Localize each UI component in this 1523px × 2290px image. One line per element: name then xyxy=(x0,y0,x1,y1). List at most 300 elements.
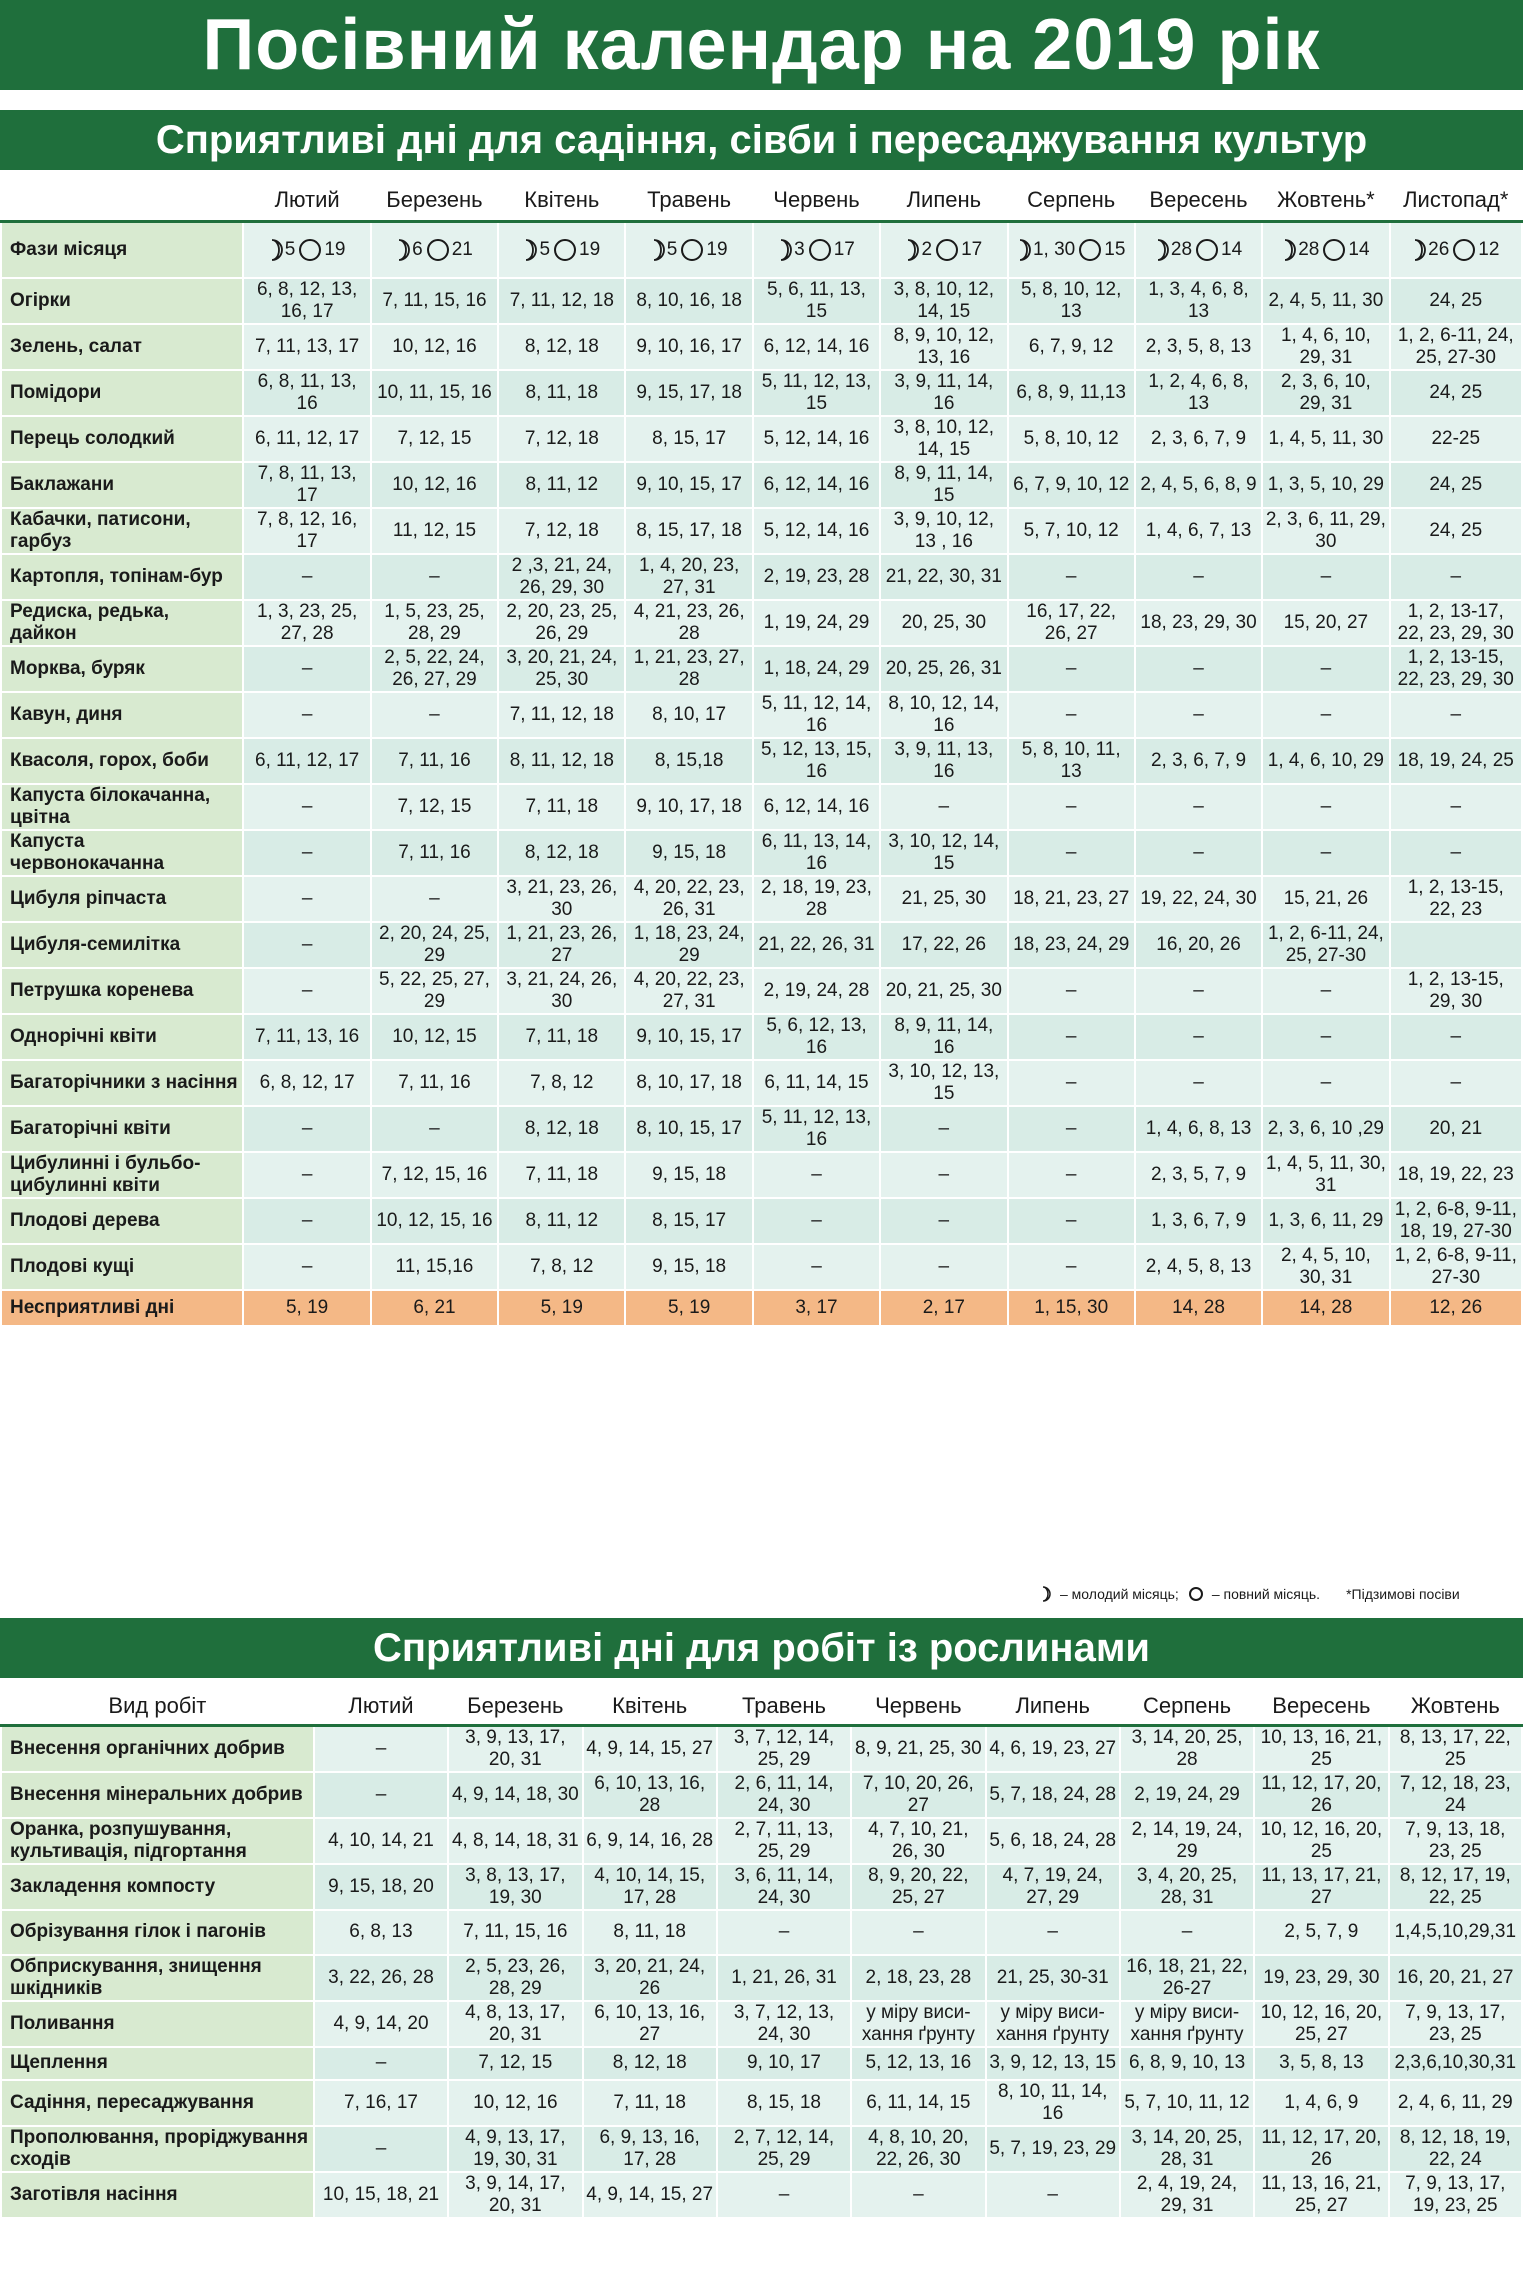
table-cell: 4, 10, 14, 21 xyxy=(314,1818,448,1864)
month-header: Червень xyxy=(851,1687,985,1725)
table-cell: 18, 23, 24, 29 xyxy=(1008,922,1135,968)
table-cell: 21, 25, 30-31 xyxy=(986,1955,1120,2001)
table-cell: 18, 23, 29, 30 xyxy=(1135,600,1262,646)
table-cell: 6, 8, 11, 13, 16 xyxy=(243,370,370,416)
table-cell: 8, 11, 18 xyxy=(583,1910,717,1955)
table-cell: 7, 11, 18 xyxy=(498,1152,625,1198)
table-row xyxy=(1,876,1522,922)
table-cell: 5, 7, 18, 24, 28 xyxy=(986,1772,1120,1818)
row-label: Обприскування, знищення шкідників xyxy=(1,1955,314,2001)
table-cell: 7, 10, 20, 26, 27 xyxy=(851,1772,985,1818)
table-cell: 5, 11, 12, 14, 16 xyxy=(753,692,880,738)
table-row xyxy=(1,324,1522,370)
table-cell: 4, 9, 14, 15, 27 xyxy=(583,1725,717,1772)
legend-full-moon: – повний місяць. xyxy=(1211,1586,1321,1602)
table-cell: 5, 7, 10, 11, 12 xyxy=(1120,2080,1254,2126)
table-cell: 6, 12, 14, 16 xyxy=(753,784,880,830)
table-row xyxy=(1,1106,1522,1152)
table-cell: 2, 17 xyxy=(880,1290,1007,1326)
month-header: Серпень xyxy=(1120,1687,1254,1725)
table-cell: 6, 11, 14, 15 xyxy=(753,1060,880,1106)
table-cell: 8, 15,18 xyxy=(625,738,752,784)
table-cell: 3, 9, 11, 14, 16 xyxy=(880,370,1007,416)
month-header: Листопад* xyxy=(1390,179,1522,221)
new-moon-day: 28 xyxy=(1170,238,1193,260)
row-label: Редиска, редька, дайкон xyxy=(1,600,243,646)
table-cell: 3, 21, 24, 26, 30 xyxy=(498,968,625,1014)
table-cell: 10, 12, 15 xyxy=(371,1014,498,1060)
table-cell: 14, 28 xyxy=(1135,1290,1262,1326)
table-cell: 3, 5, 8, 13 xyxy=(1254,2047,1388,2080)
table-cell: 8, 9, 20, 22, 25, 27 xyxy=(851,1864,985,1910)
table-cell: 5, 19 xyxy=(498,1290,625,1326)
table-cell: 1, 21, 23, 27, 28 xyxy=(625,646,752,692)
table-row xyxy=(1,784,1522,830)
legend xyxy=(1040,1586,1520,1602)
table-row xyxy=(1,2080,1522,2126)
table-cell: 10, 12, 16 xyxy=(371,462,498,508)
row-label: Внесення органічних добрив xyxy=(1,1725,314,1772)
moon-phase-cell xyxy=(625,221,752,278)
table-cell: – xyxy=(1008,1152,1135,1198)
table-cell: 2, 4, 6, 11, 29 xyxy=(1389,2080,1522,2126)
table-cell: – xyxy=(880,1198,1007,1244)
table-cell: 8, 15, 18 xyxy=(717,2080,851,2126)
table-cell: – xyxy=(851,1910,985,1955)
table-row xyxy=(1,1772,1522,1818)
row-label: Морква, буряк xyxy=(1,646,243,692)
table-cell: 8, 12, 18 xyxy=(498,830,625,876)
table-cell: 6, 7, 9, 10, 12 xyxy=(1008,462,1135,508)
table-cell: 7, 9, 13, 18, 23, 25 xyxy=(1389,1818,1522,1864)
row-label: Перець солодкий xyxy=(1,416,243,462)
plant-work-table xyxy=(0,1686,1523,2219)
table-cell: 2, 3, 5, 7, 9 xyxy=(1135,1152,1262,1198)
section-1-title-bar xyxy=(0,110,1523,170)
table-cell: – xyxy=(1262,554,1389,600)
table-cell: 15, 20, 27 xyxy=(1262,600,1389,646)
table-cell: 5, 19 xyxy=(625,1290,752,1326)
table-cell: 7, 8, 12 xyxy=(498,1060,625,1106)
table-cell: 6, 8, 12, 13, 16, 17 xyxy=(243,278,370,324)
new-moon-day: 2 xyxy=(921,238,933,260)
table-cell: 6, 8, 9, 10, 13 xyxy=(1120,2047,1254,2080)
row-label: Плодові дерева xyxy=(1,1198,243,1244)
table-cell: – xyxy=(243,876,370,922)
table-cell: 6, 12, 14, 16 xyxy=(753,324,880,370)
table-cell: – xyxy=(986,1910,1120,1955)
table-cell: 2, 3, 6, 10, 29, 31 xyxy=(1262,370,1389,416)
row-label: Обрізування гілок і пагонів xyxy=(1,1910,314,1955)
table-cell: 2, 5, 7, 9 xyxy=(1254,1910,1388,1955)
table-cell: – xyxy=(1008,830,1135,876)
table-cell: – xyxy=(1008,784,1135,830)
table-row xyxy=(1,830,1522,876)
month-header: Липень xyxy=(986,1687,1120,1725)
moon-phase-cell xyxy=(1135,221,1262,278)
table-cell: 6, 9, 14, 16, 28 xyxy=(583,1818,717,1864)
new-moon-icon xyxy=(1412,239,1428,261)
row-label: Цибуля ріпчаста xyxy=(1,876,243,922)
table-cell: – xyxy=(1135,830,1262,876)
table-cell: 3, 10, 12, 14, 15 xyxy=(880,830,1007,876)
row-label: Огірки xyxy=(1,278,243,324)
table-cell: 8, 11, 12 xyxy=(498,1198,625,1244)
table-cell: 2, 4, 5, 10, 30, 31 xyxy=(1262,1244,1389,1290)
table-cell: 19, 22, 24, 30 xyxy=(1135,876,1262,922)
table-cell: у міру виси-хання ґрунту xyxy=(986,2001,1120,2047)
table-cell: – xyxy=(1135,968,1262,1014)
table-cell: – xyxy=(1008,1244,1135,1290)
table-cell: 1, 2, 13-15, 22, 23 xyxy=(1390,876,1522,922)
table-cell: 6, 8, 12, 17 xyxy=(243,1060,370,1106)
table-cell: 3, 9, 14, 17, 20, 31 xyxy=(448,2172,582,2218)
table-cell: 5, 6, 12, 13, 16 xyxy=(753,1014,880,1060)
full-moon-icon xyxy=(1323,239,1345,261)
table-row xyxy=(1,1060,1522,1106)
table-cell: 10, 12, 15, 16 xyxy=(371,1198,498,1244)
full-moon-day: 15 xyxy=(1104,238,1126,260)
table-cell: 8, 12, 18 xyxy=(498,1106,625,1152)
table-cell: 5, 22, 25, 27, 29 xyxy=(371,968,498,1014)
legend-new-moon: – молодий місяць; xyxy=(1060,1586,1179,1602)
table-cell: 2, 19, 24, 29 xyxy=(1120,1772,1254,1818)
table-cell: 6, 9, 13, 16, 17, 28 xyxy=(583,2126,717,2172)
table-cell: 8, 12, 18, 19, 22, 24 xyxy=(1389,2126,1522,2172)
moon-phases-row xyxy=(1,221,1522,278)
row-label: Квасоля, горох, боби xyxy=(1,738,243,784)
table-cell: 9, 15, 18 xyxy=(625,830,752,876)
full-moon-icon xyxy=(427,239,449,261)
table-cell: – xyxy=(717,2172,851,2218)
moon-phase-cell xyxy=(243,221,370,278)
footnote: *Підзимові посіви xyxy=(1346,1586,1460,1602)
month-header: Квітень xyxy=(583,1687,717,1725)
table-cell: 11, 12, 17, 20, 26 xyxy=(1254,1772,1388,1818)
table-cell: 1, 4, 6, 10, 29 xyxy=(1262,738,1389,784)
table-cell: 2, 3, 6, 7, 9 xyxy=(1135,738,1262,784)
table-cell: – xyxy=(1135,1014,1262,1060)
table-cell: 4, 21, 23, 26, 28 xyxy=(625,600,752,646)
table-cell: 2, 20, 24, 25, 29 xyxy=(371,922,498,968)
table-cell: 3, 4, 20, 25, 28, 31 xyxy=(1120,1864,1254,1910)
table-cell: 1, 19, 24, 29 xyxy=(753,600,880,646)
table-cell: – xyxy=(243,1106,370,1152)
table-cell: 6, 10, 13, 16, 27 xyxy=(583,2001,717,2047)
table-cell: 24, 25 xyxy=(1390,508,1522,554)
table-row xyxy=(1,2047,1522,2080)
table-cell: 7, 11, 16 xyxy=(371,830,498,876)
month-header: Жовтень xyxy=(1389,1687,1522,1725)
table-cell: – xyxy=(314,1772,448,1818)
table-cell: 6, 11, 14, 15 xyxy=(851,2080,985,2126)
section-1-title: Сприятливі дні для садіння, сівби і пересаджування культур xyxy=(155,117,1368,162)
table-cell: 5, 11, 12, 13, 16 xyxy=(753,1106,880,1152)
table-cell: 1, 21, 26, 31 xyxy=(717,1955,851,2001)
full-moon-icon xyxy=(1189,1587,1203,1601)
table-cell: 8, 11, 12 xyxy=(498,462,625,508)
table-row xyxy=(1,1955,1522,2001)
table-cell: 4, 8, 10, 20, 22, 26, 30 xyxy=(851,2126,985,2172)
table-cell: 5, 12, 13, 15, 16 xyxy=(753,738,880,784)
sowing-calendar-table xyxy=(0,178,1523,1327)
table-cell: – xyxy=(1390,830,1522,876)
table-cell: – xyxy=(243,1198,370,1244)
table-cell: – xyxy=(986,2172,1120,2218)
table-cell: 9, 10, 17 xyxy=(717,2047,851,2080)
table-cell: – xyxy=(1390,784,1522,830)
table-cell: 5, 6, 11, 13, 15 xyxy=(753,278,880,324)
table-cell: 4, 9, 14, 15, 27 xyxy=(583,2172,717,2218)
table-cell: 8, 11, 18 xyxy=(498,370,625,416)
table-cell: 2, 4, 19, 24, 29, 31 xyxy=(1120,2172,1254,2218)
table-cell: 1, 2, 13-15, 22, 23, 29, 30 xyxy=(1390,646,1522,692)
table-cell: 24, 25 xyxy=(1390,278,1522,324)
table-cell: 4, 9, 13, 17, 19, 30, 31 xyxy=(448,2126,582,2172)
table-cell: – xyxy=(1135,646,1262,692)
table-cell: 1, 2, 13-15, 29, 30 xyxy=(1390,968,1522,1014)
table-cell: – xyxy=(851,2172,985,2218)
new-moon-day: 5 xyxy=(666,238,678,260)
table-cell: – xyxy=(1390,692,1522,738)
row-label: Капуста білокачанна, цвітна xyxy=(1,784,243,830)
row-label: Фази місяця xyxy=(1,221,243,278)
full-moon-day: 19 xyxy=(324,238,346,260)
table-cell: 7, 12, 15 xyxy=(371,416,498,462)
row-label: Оранка, розпушування, культивація, підгортання xyxy=(1,1818,314,1864)
table-cell: 18, 19, 22, 23 xyxy=(1390,1152,1522,1198)
table-cell: 8, 10, 17, 18 xyxy=(625,1060,752,1106)
table-cell: 7, 11, 16 xyxy=(371,738,498,784)
table-cell: 11, 13, 17, 21, 27 xyxy=(1254,1864,1388,1910)
row-label: Цибулинні і бульбо-цибулинні квіти xyxy=(1,1152,243,1198)
table-cell: – xyxy=(1390,1014,1522,1060)
table-cell: 4, 8, 14, 18, 31 xyxy=(448,1818,582,1864)
table-cell: 10, 13, 16, 21, 25 xyxy=(1254,1725,1388,1772)
new-moon-day: 3 xyxy=(794,238,805,260)
table-cell: 8, 10, 16, 18 xyxy=(625,278,752,324)
table-cell: 2, 7, 11, 13, 25, 29 xyxy=(717,1818,851,1864)
table-cell: 8, 13, 17, 22, 25 xyxy=(1389,1725,1522,1772)
table-cell: – xyxy=(1262,784,1389,830)
table-cell: 7, 11, 13, 17 xyxy=(243,324,370,370)
table-cell: 10, 12, 16 xyxy=(371,324,498,370)
table-cell: 12, 26 xyxy=(1390,1290,1522,1326)
table-cell: 9, 10, 16, 17 xyxy=(625,324,752,370)
table-row xyxy=(1,1818,1522,1864)
moon-phase-cell xyxy=(1008,221,1135,278)
table-cell: – xyxy=(371,876,498,922)
month-header: Березень xyxy=(448,1687,582,1725)
table-cell: 6, 7, 9, 12 xyxy=(1008,324,1135,370)
month-header: Квітень xyxy=(498,179,625,221)
table-cell: 7, 12, 18 xyxy=(498,416,625,462)
row-label: Садіння, пересаджування xyxy=(1,2080,314,2126)
table-cell: 3, 9, 10, 12, 13 , 16 xyxy=(880,508,1007,554)
table-cell: – xyxy=(243,646,370,692)
table-cell: 3, 7, 12, 13, 24, 30 xyxy=(717,2001,851,2047)
table-cell: 8, 10, 17 xyxy=(625,692,752,738)
table-cell: 2, 3, 6, 11, 29, 30 xyxy=(1262,508,1389,554)
table-cell: 1, 4, 5, 11, 30, 31 xyxy=(1262,1152,1389,1198)
row-label: Багаторічні квіти xyxy=(1,1106,243,1152)
table-row xyxy=(1,1198,1522,1244)
table-row xyxy=(1,416,1522,462)
table-cell: 2, 4, 5, 8, 13 xyxy=(1135,1244,1262,1290)
table-cell: 2, 6, 11, 14, 24, 30 xyxy=(717,1772,851,1818)
table-cell: – xyxy=(1135,1060,1262,1106)
row-label: Зелень, салат xyxy=(1,324,243,370)
table-cell: 20, 25, 26, 31 xyxy=(880,646,1007,692)
row-label: Петрушка коренева xyxy=(1,968,243,1014)
table-cell: – xyxy=(243,692,370,738)
table-cell: 7, 11, 18 xyxy=(583,2080,717,2126)
table-cell: 24, 25 xyxy=(1390,462,1522,508)
month-header: Вересень xyxy=(1135,179,1262,221)
table-cell: 4, 20, 22, 23, 26, 31 xyxy=(625,876,752,922)
table-cell: 3, 9, 13, 17, 20, 31 xyxy=(448,1725,582,1772)
table-row xyxy=(1,1910,1522,1955)
table-cell: 1, 4, 6, 7, 13 xyxy=(1135,508,1262,554)
table-cell: 9, 15, 18, 20 xyxy=(314,1864,448,1910)
table-cell: 6, 11, 13, 14, 16 xyxy=(753,830,880,876)
table-cell: 11, 15,16 xyxy=(371,1244,498,1290)
table-cell: 7, 16, 17 xyxy=(314,2080,448,2126)
table-cell: – xyxy=(1262,1014,1389,1060)
table-cell: 7, 11, 15, 16 xyxy=(371,278,498,324)
table-cell: 3, 9, 12, 13, 15 xyxy=(986,2047,1120,2080)
full-moon-day: 17 xyxy=(833,238,855,260)
table-cell: 1, 2, 6-11, 24, 25, 27-30 xyxy=(1390,324,1522,370)
month-header: Травень xyxy=(625,179,752,221)
table-cell: 8, 12, 18 xyxy=(498,324,625,370)
table-cell: 7, 12, 18, 23, 24 xyxy=(1389,1772,1522,1818)
table-cell: – xyxy=(1262,968,1389,1014)
table-cell: 2, 19, 24, 28 xyxy=(753,968,880,1014)
table-cell: 1, 2, 4, 6, 8, 13 xyxy=(1135,370,1262,416)
table-cell: 9, 10, 15, 17 xyxy=(625,462,752,508)
table-cell: 7, 12, 15 xyxy=(371,784,498,830)
table-cell: 4, 7, 10, 21, 26, 30 xyxy=(851,1818,985,1864)
full-moon-icon xyxy=(1453,239,1475,261)
table-cell: 7, 12, 15 xyxy=(448,2047,582,2080)
table-cell: – xyxy=(243,1152,370,1198)
header-corner xyxy=(1,179,243,221)
table-cell: 24, 25 xyxy=(1390,370,1522,416)
table-cell: 7, 9, 13, 17, 23, 25 xyxy=(1389,2001,1522,2047)
table-cell: – xyxy=(753,1152,880,1198)
table-cell: 4, 8, 13, 17, 20, 31 xyxy=(448,2001,582,2047)
table-cell: 4, 9, 14, 18, 30 xyxy=(448,1772,582,1818)
table-cell: 7, 11, 13, 16 xyxy=(243,1014,370,1060)
table-cell: – xyxy=(314,1725,448,1772)
table-cell: – xyxy=(1262,646,1389,692)
table-cell: 3, 22, 26, 28 xyxy=(314,1955,448,2001)
table-row xyxy=(1,1725,1522,1772)
table-cell: 16, 20, 21, 27 xyxy=(1389,1955,1522,2001)
table-cell: 16, 20, 26 xyxy=(1135,922,1262,968)
new-moon-icon xyxy=(523,239,539,261)
table-cell: 2, 19, 23, 28 xyxy=(753,554,880,600)
full-moon-icon xyxy=(1079,239,1101,261)
table-cell: 7, 8, 12 xyxy=(498,1244,625,1290)
row-label: Помідори xyxy=(1,370,243,416)
table-cell: 3, 8, 10, 12, 14, 15 xyxy=(880,278,1007,324)
table-row xyxy=(1,1864,1522,1910)
table-cell: 8, 10, 12, 14, 16 xyxy=(880,692,1007,738)
table-cell: 20, 25, 30 xyxy=(880,600,1007,646)
table-cell: 2, 20, 23, 25, 26, 29 xyxy=(498,600,625,646)
table-cell: 5, 19 xyxy=(243,1290,370,1326)
table-cell: 6, 11, 12, 17 xyxy=(243,416,370,462)
table-cell: 1, 5, 23, 25, 28, 29 xyxy=(371,600,498,646)
new-moon-day: 5 xyxy=(284,238,296,260)
month-header: Червень xyxy=(753,179,880,221)
month-header: Березень xyxy=(371,179,498,221)
table-cell: – xyxy=(753,1198,880,1244)
table-cell: 9, 15, 18 xyxy=(625,1244,752,1290)
page-title-bar xyxy=(0,0,1523,90)
table-cell: 7, 12, 15, 16 xyxy=(371,1152,498,1198)
table-cell: – xyxy=(1008,1106,1135,1152)
table-cell: 16, 18, 21, 22, 26-27 xyxy=(1120,1955,1254,2001)
table-cell: 5, 7, 10, 12 xyxy=(1008,508,1135,554)
row-label: Плодові кущі xyxy=(1,1244,243,1290)
table-cell: 1, 21, 23, 26, 27 xyxy=(498,922,625,968)
table-cell: – xyxy=(1008,1014,1135,1060)
table-cell: 1, 4, 6, 10, 29, 31 xyxy=(1262,324,1389,370)
month-header: Вересень xyxy=(1254,1687,1388,1725)
table-cell: 16, 17, 22, 26, 27 xyxy=(1008,600,1135,646)
table-cell: – xyxy=(371,554,498,600)
table-cell: – xyxy=(1120,1910,1254,1955)
full-moon-day: 17 xyxy=(961,238,983,260)
month-header: Травень xyxy=(717,1687,851,1725)
table-cell: – xyxy=(753,1244,880,1290)
table-cell: 7, 11, 16 xyxy=(371,1060,498,1106)
row-label: Поливання xyxy=(1,2001,314,2047)
table-cell: 21, 22, 26, 31 xyxy=(753,922,880,968)
new-moon-icon xyxy=(905,239,921,261)
full-moon-day: 14 xyxy=(1348,238,1370,260)
table-row xyxy=(1,600,1522,646)
table-row xyxy=(1,370,1522,416)
table-cell: 6, 8, 13 xyxy=(314,1910,448,1955)
page-title: Посівний календар на 2019 рік xyxy=(202,5,1321,85)
table-cell: 3, 7, 12, 14, 25, 29 xyxy=(717,1725,851,1772)
table-row xyxy=(1,646,1522,692)
table-cell: 3, 9, 11, 13, 16 xyxy=(880,738,1007,784)
table-cell: 4, 6, 19, 23, 27 xyxy=(986,1725,1120,1772)
table-cell: 14, 28 xyxy=(1262,1290,1389,1326)
table-cell: 10, 15, 18, 21 xyxy=(314,2172,448,2218)
table-cell: 1, 4, 6, 8, 13 xyxy=(1135,1106,1262,1152)
table-cell: 7, 8, 11, 13, 17 xyxy=(243,462,370,508)
new-moon-icon xyxy=(651,239,667,261)
table-cell: 1, 3, 6, 7, 9 xyxy=(1135,1198,1262,1244)
new-moon-day: 1, 30 xyxy=(1032,238,1076,260)
table-cell: 1, 15, 30 xyxy=(1008,1290,1135,1326)
section-2-title-bar xyxy=(0,1618,1523,1678)
new-moon-day: 6 xyxy=(412,238,423,260)
table-cell: 8, 12, 17, 19, 22, 25 xyxy=(1389,1864,1522,1910)
table-cell: 11, 13, 16, 21, 25, 27 xyxy=(1254,2172,1388,2218)
table-cell: 1, 2, 6-8, 9-11, 18, 19, 27-30 xyxy=(1390,1198,1522,1244)
table-cell: 4, 7, 19, 24, 27, 29 xyxy=(986,1864,1120,1910)
table-cell: 4, 10, 14, 15, 17, 28 xyxy=(583,1864,717,1910)
table-cell: 1, 4, 20, 23, 27, 31 xyxy=(625,554,752,600)
table-cell: 2, 5, 22, 24, 26, 27, 29 xyxy=(371,646,498,692)
